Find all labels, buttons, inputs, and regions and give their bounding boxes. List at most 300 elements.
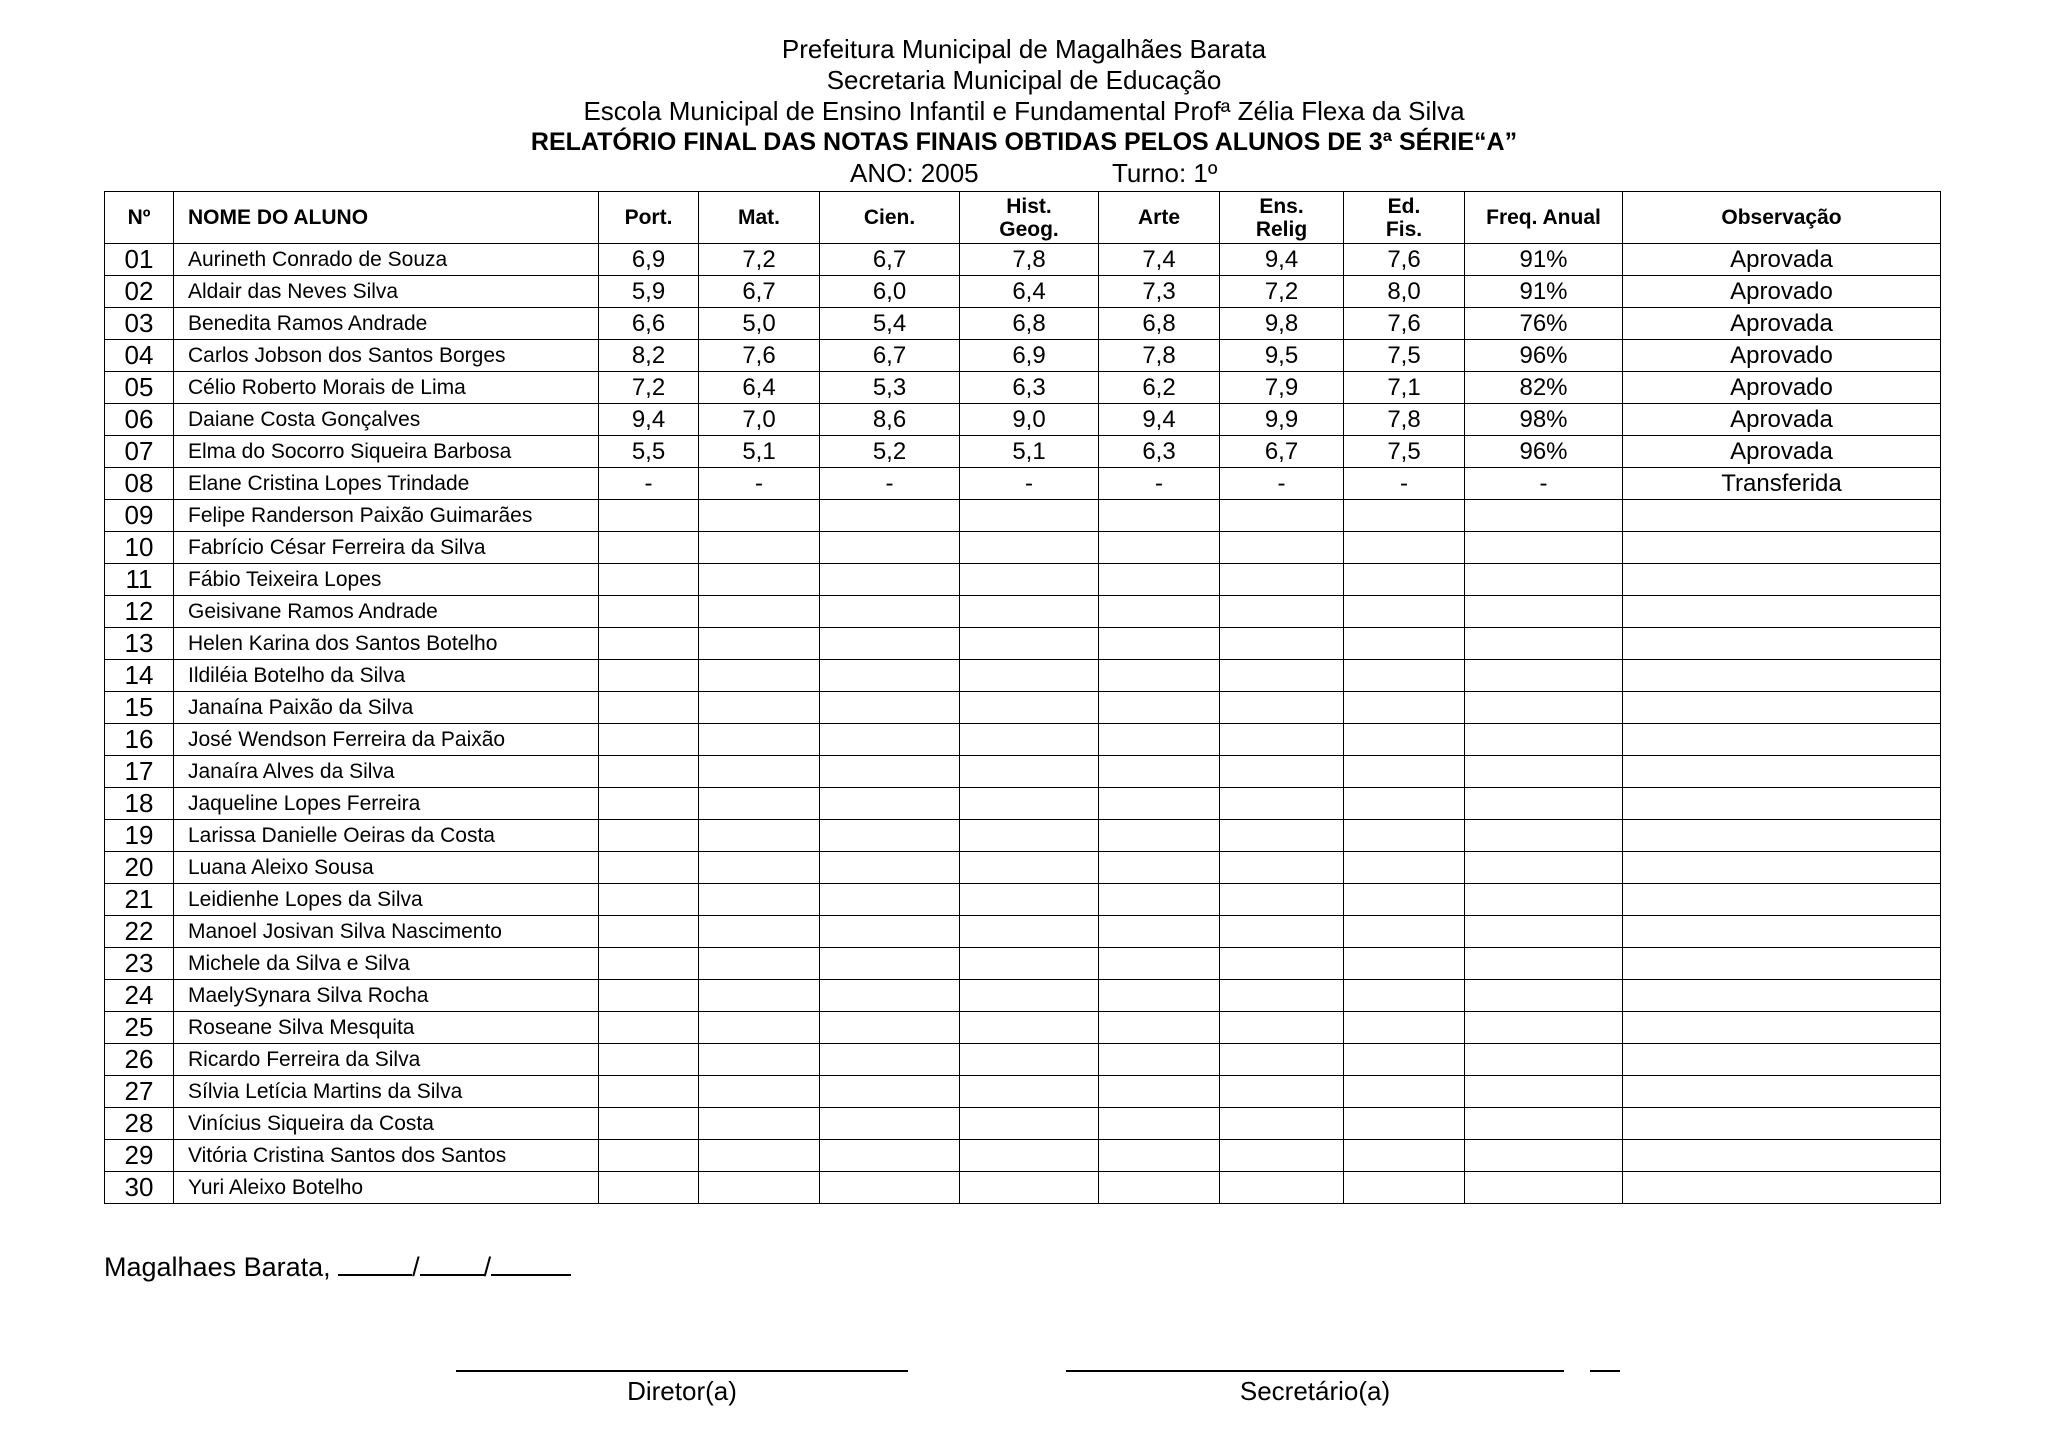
cell-ensino-religioso bbox=[1220, 1172, 1344, 1204]
cell-number: 13 bbox=[105, 628, 174, 660]
cell-frequencia-anual bbox=[1465, 596, 1623, 628]
cell-frequencia-anual bbox=[1465, 1044, 1623, 1076]
cell-historia-geografia: - bbox=[960, 468, 1099, 500]
cell-matematica bbox=[699, 1076, 820, 1108]
cell-ciencias: - bbox=[820, 468, 960, 500]
cell-observacao: Aprovado bbox=[1623, 340, 1941, 372]
school-line: Escola Municipal de Ensino Infantil e Fundamental Profª Zélia Flexa da Silva bbox=[583, 96, 1465, 126]
cell-frequencia-anual bbox=[1465, 532, 1623, 564]
cell-observacao bbox=[1623, 916, 1941, 948]
cell-arte bbox=[1099, 980, 1220, 1012]
table-row bbox=[105, 948, 1941, 980]
cell-arte bbox=[1099, 1108, 1220, 1140]
cell-frequencia-anual bbox=[1465, 1140, 1623, 1172]
cell-name: Benedita Ramos Andrade bbox=[174, 308, 599, 340]
cell-portugues bbox=[599, 980, 699, 1012]
cell-ciencias bbox=[820, 884, 960, 916]
cell-arte: 6,2 bbox=[1099, 372, 1220, 404]
cell-ciencias bbox=[820, 916, 960, 948]
cell-educacao-fisica: 7,5 bbox=[1344, 436, 1465, 468]
cell-arte bbox=[1099, 564, 1220, 596]
cell-portugues bbox=[599, 1044, 699, 1076]
cell-frequencia-anual bbox=[1465, 948, 1623, 980]
cell-ensino-religioso bbox=[1220, 756, 1344, 788]
cell-historia-geografia bbox=[960, 660, 1099, 692]
cell-number: 02 bbox=[105, 276, 174, 308]
cell-historia-geografia bbox=[960, 596, 1099, 628]
cell-number: 24 bbox=[105, 980, 174, 1012]
column-header-arte bbox=[1099, 192, 1220, 244]
cell-number: 08 bbox=[105, 468, 174, 500]
cell-frequencia-anual bbox=[1465, 756, 1623, 788]
cell-educacao-fisica: 7,1 bbox=[1344, 372, 1465, 404]
column-header-text: Cien. bbox=[863, 206, 916, 229]
cell-name: Daiane Costa Gonçalves bbox=[174, 404, 599, 436]
cell-arte bbox=[1099, 1044, 1220, 1076]
cell-arte bbox=[1099, 532, 1220, 564]
cell-portugues: 6,9 bbox=[599, 244, 699, 276]
cell-matematica bbox=[699, 916, 820, 948]
cell-arte bbox=[1099, 788, 1220, 820]
cell-matematica bbox=[699, 532, 820, 564]
cell-arte: 6,8 bbox=[1099, 308, 1220, 340]
cell-ciencias bbox=[820, 532, 960, 564]
cell-ensino-religioso: 9,8 bbox=[1220, 308, 1344, 340]
cell-educacao-fisica bbox=[1344, 724, 1465, 756]
column-header-text: Ed. bbox=[1387, 194, 1421, 218]
cell-matematica bbox=[699, 1108, 820, 1140]
cell-matematica: 5,1 bbox=[699, 436, 820, 468]
cell-ensino-religioso: 9,5 bbox=[1220, 340, 1344, 372]
cell-name: MaelySynara Silva Rocha bbox=[174, 980, 599, 1012]
cell-observacao bbox=[1623, 500, 1941, 532]
column-header-text: Freq. Anual bbox=[1486, 206, 1601, 229]
column-header-matematica bbox=[699, 192, 820, 244]
cell-portugues: 9,4 bbox=[599, 404, 699, 436]
cell-number: 27 bbox=[105, 1076, 174, 1108]
cell-frequencia-anual: 91% bbox=[1465, 276, 1623, 308]
cell-matematica bbox=[699, 948, 820, 980]
cell-arte bbox=[1099, 1076, 1220, 1108]
cell-ciencias bbox=[820, 1108, 960, 1140]
cell-portugues: 8,2 bbox=[599, 340, 699, 372]
cell-frequencia-anual bbox=[1465, 788, 1623, 820]
cell-historia-geografia bbox=[960, 692, 1099, 724]
cell-observacao bbox=[1623, 564, 1941, 596]
cell-number: 22 bbox=[105, 916, 174, 948]
cell-educacao-fisica bbox=[1344, 564, 1465, 596]
cell-ensino-religioso bbox=[1220, 1108, 1344, 1140]
cell-ciencias bbox=[820, 724, 960, 756]
cell-name: José Wendson Ferreira da Paixão bbox=[174, 724, 599, 756]
cell-historia-geografia bbox=[960, 788, 1099, 820]
cell-ciencias bbox=[820, 1044, 960, 1076]
cell-observacao bbox=[1623, 980, 1941, 1012]
cell-ciencias bbox=[820, 1172, 960, 1204]
cell-number: 03 bbox=[105, 308, 174, 340]
cell-matematica bbox=[699, 756, 820, 788]
table-row bbox=[105, 1108, 1941, 1140]
cell-frequencia-anual bbox=[1465, 884, 1623, 916]
cell-educacao-fisica: 7,8 bbox=[1344, 404, 1465, 436]
cell-arte bbox=[1099, 660, 1220, 692]
column-header-number bbox=[105, 192, 174, 244]
cell-portugues: 7,2 bbox=[599, 372, 699, 404]
cell-matematica bbox=[699, 788, 820, 820]
table-row bbox=[105, 436, 1941, 468]
cell-matematica: 7,0 bbox=[699, 404, 820, 436]
cell-number: 11 bbox=[105, 564, 174, 596]
cell-frequencia-anual: 91% bbox=[1465, 244, 1623, 276]
cell-portugues bbox=[599, 916, 699, 948]
table-row bbox=[105, 820, 1941, 852]
cell-portugues bbox=[599, 1140, 699, 1172]
cell-number: 10 bbox=[105, 532, 174, 564]
cell-arte bbox=[1099, 820, 1220, 852]
cell-number: 25 bbox=[105, 1012, 174, 1044]
cell-historia-geografia: 5,1 bbox=[960, 436, 1099, 468]
cell-educacao-fisica bbox=[1344, 756, 1465, 788]
cell-ciencias bbox=[820, 852, 960, 884]
cell-portugues bbox=[599, 596, 699, 628]
cell-educacao-fisica bbox=[1344, 596, 1465, 628]
cell-number: 17 bbox=[105, 756, 174, 788]
cell-educacao-fisica bbox=[1344, 884, 1465, 916]
table-row bbox=[105, 1012, 1941, 1044]
year-shift-line bbox=[0, 158, 2048, 189]
cell-matematica bbox=[699, 564, 820, 596]
cell-historia-geografia bbox=[960, 1140, 1099, 1172]
extra-signature-dash bbox=[1590, 1370, 1620, 1372]
cell-ciencias: 5,4 bbox=[820, 308, 960, 340]
column-header-text: Relig bbox=[1255, 217, 1308, 241]
cell-portugues bbox=[599, 628, 699, 660]
cell-observacao bbox=[1623, 852, 1941, 884]
table-row bbox=[105, 660, 1941, 692]
cell-matematica bbox=[699, 628, 820, 660]
cell-frequencia-anual: 96% bbox=[1465, 340, 1623, 372]
secretary-label: Secretário(a) bbox=[1239, 1376, 1391, 1406]
cell-observacao: Aprovada bbox=[1623, 244, 1941, 276]
cell-arte: 7,3 bbox=[1099, 276, 1220, 308]
cell-ciencias: 5,2 bbox=[820, 436, 960, 468]
cell-ensino-religioso: 7,2 bbox=[1220, 276, 1344, 308]
table-row bbox=[105, 276, 1941, 308]
director-signature-line bbox=[456, 1370, 908, 1372]
cell-observacao: Aprovada bbox=[1623, 308, 1941, 340]
cell-number: 09 bbox=[105, 500, 174, 532]
cell-frequencia-anual bbox=[1465, 692, 1623, 724]
cell-observacao bbox=[1623, 1108, 1941, 1140]
column-header-text: Mat. bbox=[738, 206, 780, 229]
cell-name: Manoel Josivan Silva Nascimento bbox=[174, 916, 599, 948]
cell-arte bbox=[1099, 884, 1220, 916]
cell-arte: - bbox=[1099, 468, 1220, 500]
cell-number: 19 bbox=[105, 820, 174, 852]
cell-educacao-fisica bbox=[1344, 1076, 1465, 1108]
cell-name: Jaqueline Lopes Ferreira bbox=[174, 788, 599, 820]
cell-number: 18 bbox=[105, 788, 174, 820]
cell-name: Larissa Danielle Oeiras da Costa bbox=[174, 820, 599, 852]
cell-matematica bbox=[699, 724, 820, 756]
cell-ensino-religioso bbox=[1220, 948, 1344, 980]
cell-name: Ricardo Ferreira da Silva bbox=[174, 1044, 599, 1076]
cell-number: 28 bbox=[105, 1108, 174, 1140]
cell-observacao bbox=[1623, 788, 1941, 820]
cell-arte bbox=[1099, 628, 1220, 660]
table-row bbox=[105, 372, 1941, 404]
cell-historia-geografia: 6,4 bbox=[960, 276, 1099, 308]
cell-arte bbox=[1099, 1012, 1220, 1044]
cell-frequencia-anual bbox=[1465, 980, 1623, 1012]
cell-portugues: 6,6 bbox=[599, 308, 699, 340]
table-row bbox=[105, 692, 1941, 724]
cell-ensino-religioso bbox=[1220, 1140, 1344, 1172]
year-label: ANO: 2005 bbox=[850, 158, 979, 188]
column-header-observacao bbox=[1623, 192, 1941, 244]
cell-name: Janaíra Alves da Silva bbox=[174, 756, 599, 788]
date-separator: / bbox=[483, 1252, 492, 1282]
cell-portugues bbox=[599, 500, 699, 532]
cell-number: 06 bbox=[105, 404, 174, 436]
cell-educacao-fisica bbox=[1344, 628, 1465, 660]
cell-educacao-fisica: 7,6 bbox=[1344, 244, 1465, 276]
cell-matematica: 6,7 bbox=[699, 276, 820, 308]
cell-name: Aldair das Neves Silva bbox=[174, 276, 599, 308]
place-label: Magalhaes Barata, bbox=[104, 1252, 331, 1282]
cell-educacao-fisica bbox=[1344, 1108, 1465, 1140]
cell-arte: 7,4 bbox=[1099, 244, 1220, 276]
cell-matematica bbox=[699, 1044, 820, 1076]
table-row bbox=[105, 596, 1941, 628]
cell-matematica bbox=[699, 1012, 820, 1044]
cell-portugues bbox=[599, 1172, 699, 1204]
cell-historia-geografia bbox=[960, 820, 1099, 852]
cell-arte bbox=[1099, 692, 1220, 724]
cell-frequencia-anual bbox=[1465, 500, 1623, 532]
cell-matematica: 7,6 bbox=[699, 340, 820, 372]
cell-name: Geisivane Ramos Andrade bbox=[174, 596, 599, 628]
cell-ciencias: 8,6 bbox=[820, 404, 960, 436]
cell-observacao bbox=[1623, 1076, 1941, 1108]
cell-name: Janaína Paixão da Silva bbox=[174, 692, 599, 724]
cell-portugues bbox=[599, 852, 699, 884]
table-row bbox=[105, 532, 1941, 564]
cell-portugues: 5,5 bbox=[599, 436, 699, 468]
table-body bbox=[105, 244, 1941, 1204]
cell-number: 29 bbox=[105, 1140, 174, 1172]
cell-frequencia-anual bbox=[1465, 916, 1623, 948]
cell-number: 15 bbox=[105, 692, 174, 724]
cell-observacao: Aprovado bbox=[1623, 276, 1941, 308]
cell-portugues bbox=[599, 1108, 699, 1140]
cell-ensino-religioso bbox=[1220, 596, 1344, 628]
cell-matematica bbox=[699, 820, 820, 852]
cell-ensino-religioso bbox=[1220, 692, 1344, 724]
column-header-name bbox=[174, 192, 599, 244]
cell-ensino-religioso: 7,9 bbox=[1220, 372, 1344, 404]
cell-educacao-fisica bbox=[1344, 980, 1465, 1012]
cell-educacao-fisica bbox=[1344, 916, 1465, 948]
cell-number: 26 bbox=[105, 1044, 174, 1076]
cell-educacao-fisica: 8,0 bbox=[1344, 276, 1465, 308]
cell-educacao-fisica bbox=[1344, 1044, 1465, 1076]
cell-portugues bbox=[599, 532, 699, 564]
cell-arte bbox=[1099, 916, 1220, 948]
cell-educacao-fisica: - bbox=[1344, 468, 1465, 500]
cell-ensino-religioso bbox=[1220, 788, 1344, 820]
cell-historia-geografia bbox=[960, 852, 1099, 884]
cell-name: Yuri Aleixo Botelho bbox=[174, 1172, 599, 1204]
cell-observacao bbox=[1623, 724, 1941, 756]
cell-frequencia-anual: 98% bbox=[1465, 404, 1623, 436]
cell-ensino-religioso bbox=[1220, 980, 1344, 1012]
cell-ciencias bbox=[820, 756, 960, 788]
cell-matematica bbox=[699, 500, 820, 532]
cell-frequencia-anual bbox=[1465, 628, 1623, 660]
day-blank bbox=[338, 1250, 412, 1276]
table-row bbox=[105, 340, 1941, 372]
cell-arte bbox=[1099, 596, 1220, 628]
column-header-educacao-fisica bbox=[1344, 192, 1465, 244]
table-row bbox=[105, 404, 1941, 436]
column-header-text: Arte bbox=[1137, 206, 1180, 229]
cell-observacao bbox=[1623, 756, 1941, 788]
cell-observacao bbox=[1623, 628, 1941, 660]
cell-arte bbox=[1099, 1140, 1220, 1172]
cell-frequencia-anual bbox=[1465, 820, 1623, 852]
cell-frequencia-anual bbox=[1465, 852, 1623, 884]
cell-historia-geografia bbox=[960, 1108, 1099, 1140]
table-row bbox=[105, 468, 1941, 500]
cell-name: Sílvia Letícia Martins da Silva bbox=[174, 1076, 599, 1108]
cell-educacao-fisica bbox=[1344, 852, 1465, 884]
cell-number: 04 bbox=[105, 340, 174, 372]
cell-historia-geografia: 7,8 bbox=[960, 244, 1099, 276]
cell-observacao bbox=[1623, 660, 1941, 692]
cell-educacao-fisica bbox=[1344, 948, 1465, 980]
month-blank bbox=[420, 1250, 484, 1276]
cell-portugues bbox=[599, 564, 699, 596]
cell-educacao-fisica: 7,5 bbox=[1344, 340, 1465, 372]
grades-table bbox=[104, 191, 1941, 1204]
cell-historia-geografia bbox=[960, 1044, 1099, 1076]
cell-ciencias bbox=[820, 1076, 960, 1108]
cell-frequencia-anual: 96% bbox=[1465, 436, 1623, 468]
table-row bbox=[105, 884, 1941, 916]
cell-number: 23 bbox=[105, 948, 174, 980]
cell-ensino-religioso bbox=[1220, 820, 1344, 852]
cell-historia-geografia bbox=[960, 1172, 1099, 1204]
column-header-text: Observação bbox=[1721, 206, 1842, 229]
cell-matematica bbox=[699, 884, 820, 916]
director-label: Diretor(a) bbox=[627, 1376, 737, 1406]
cell-frequencia-anual bbox=[1465, 1012, 1623, 1044]
cell-historia-geografia bbox=[960, 1012, 1099, 1044]
cell-ciencias bbox=[820, 820, 960, 852]
cell-historia-geografia bbox=[960, 564, 1099, 596]
cell-ciencias: 6,7 bbox=[820, 340, 960, 372]
table-row bbox=[105, 244, 1941, 276]
cell-observacao bbox=[1623, 692, 1941, 724]
cell-number: 05 bbox=[105, 372, 174, 404]
cell-ciencias bbox=[820, 500, 960, 532]
cell-matematica: - bbox=[699, 468, 820, 500]
cell-matematica bbox=[699, 596, 820, 628]
cell-educacao-fisica bbox=[1344, 788, 1465, 820]
cell-educacao-fisica bbox=[1344, 1012, 1465, 1044]
cell-observacao bbox=[1623, 1044, 1941, 1076]
secretary-signature-line bbox=[1066, 1370, 1564, 1372]
cell-historia-geografia bbox=[960, 532, 1099, 564]
cell-ensino-religioso bbox=[1220, 916, 1344, 948]
cell-name: Luana Aleixo Sousa bbox=[174, 852, 599, 884]
cell-number: 20 bbox=[105, 852, 174, 884]
cell-arte bbox=[1099, 724, 1220, 756]
cell-number: 14 bbox=[105, 660, 174, 692]
cell-ensino-religioso bbox=[1220, 1076, 1344, 1108]
cell-ensino-religioso bbox=[1220, 500, 1344, 532]
cell-educacao-fisica bbox=[1344, 1140, 1465, 1172]
cell-arte bbox=[1099, 852, 1220, 884]
cell-ensino-religioso bbox=[1220, 1012, 1344, 1044]
cell-matematica: 7,2 bbox=[699, 244, 820, 276]
cell-ciencias bbox=[820, 948, 960, 980]
cell-historia-geografia: 6,3 bbox=[960, 372, 1099, 404]
cell-portugues bbox=[599, 1076, 699, 1108]
column-header-frequencia-anual bbox=[1465, 192, 1623, 244]
cell-frequencia-anual bbox=[1465, 660, 1623, 692]
cell-ciencias bbox=[820, 1140, 960, 1172]
cell-number: 16 bbox=[105, 724, 174, 756]
cell-matematica bbox=[699, 692, 820, 724]
cell-observacao bbox=[1623, 820, 1941, 852]
shift-label: Turno: 1º bbox=[1112, 158, 1218, 188]
cell-matematica: 5,0 bbox=[699, 308, 820, 340]
cell-name: Michele da Silva e Silva bbox=[174, 948, 599, 980]
cell-frequencia-anual bbox=[1465, 564, 1623, 596]
prefeitura-line: Prefeitura Municipal de Magalhães Barata bbox=[781, 34, 1267, 64]
table-row bbox=[105, 1140, 1941, 1172]
cell-educacao-fisica bbox=[1344, 1172, 1465, 1204]
cell-educacao-fisica bbox=[1344, 692, 1465, 724]
cell-ciencias bbox=[820, 788, 960, 820]
column-header-ciencias bbox=[820, 192, 960, 244]
cell-historia-geografia bbox=[960, 948, 1099, 980]
cell-name: Elane Cristina Lopes Trindade bbox=[174, 468, 599, 500]
cell-arte bbox=[1099, 1172, 1220, 1204]
cell-number: 30 bbox=[105, 1172, 174, 1204]
cell-observacao bbox=[1623, 948, 1941, 980]
cell-ensino-religioso: 9,4 bbox=[1220, 244, 1344, 276]
cell-ensino-religioso bbox=[1220, 532, 1344, 564]
cell-ensino-religioso bbox=[1220, 628, 1344, 660]
cell-historia-geografia: 6,8 bbox=[960, 308, 1099, 340]
column-header-portugues bbox=[599, 192, 699, 244]
cell-observacao: Transferida bbox=[1623, 468, 1941, 500]
cell-historia-geografia bbox=[960, 980, 1099, 1012]
cell-portugues bbox=[599, 1012, 699, 1044]
column-header-ensino-religioso bbox=[1220, 192, 1344, 244]
table-row bbox=[105, 500, 1941, 532]
cell-matematica bbox=[699, 1140, 820, 1172]
cell-educacao-fisica bbox=[1344, 500, 1465, 532]
cell-observacao bbox=[1623, 596, 1941, 628]
cell-historia-geografia bbox=[960, 500, 1099, 532]
cell-ensino-religioso: 6,7 bbox=[1220, 436, 1344, 468]
column-header-text: Ens. bbox=[1259, 194, 1304, 218]
column-header-text: Port. bbox=[624, 206, 673, 229]
